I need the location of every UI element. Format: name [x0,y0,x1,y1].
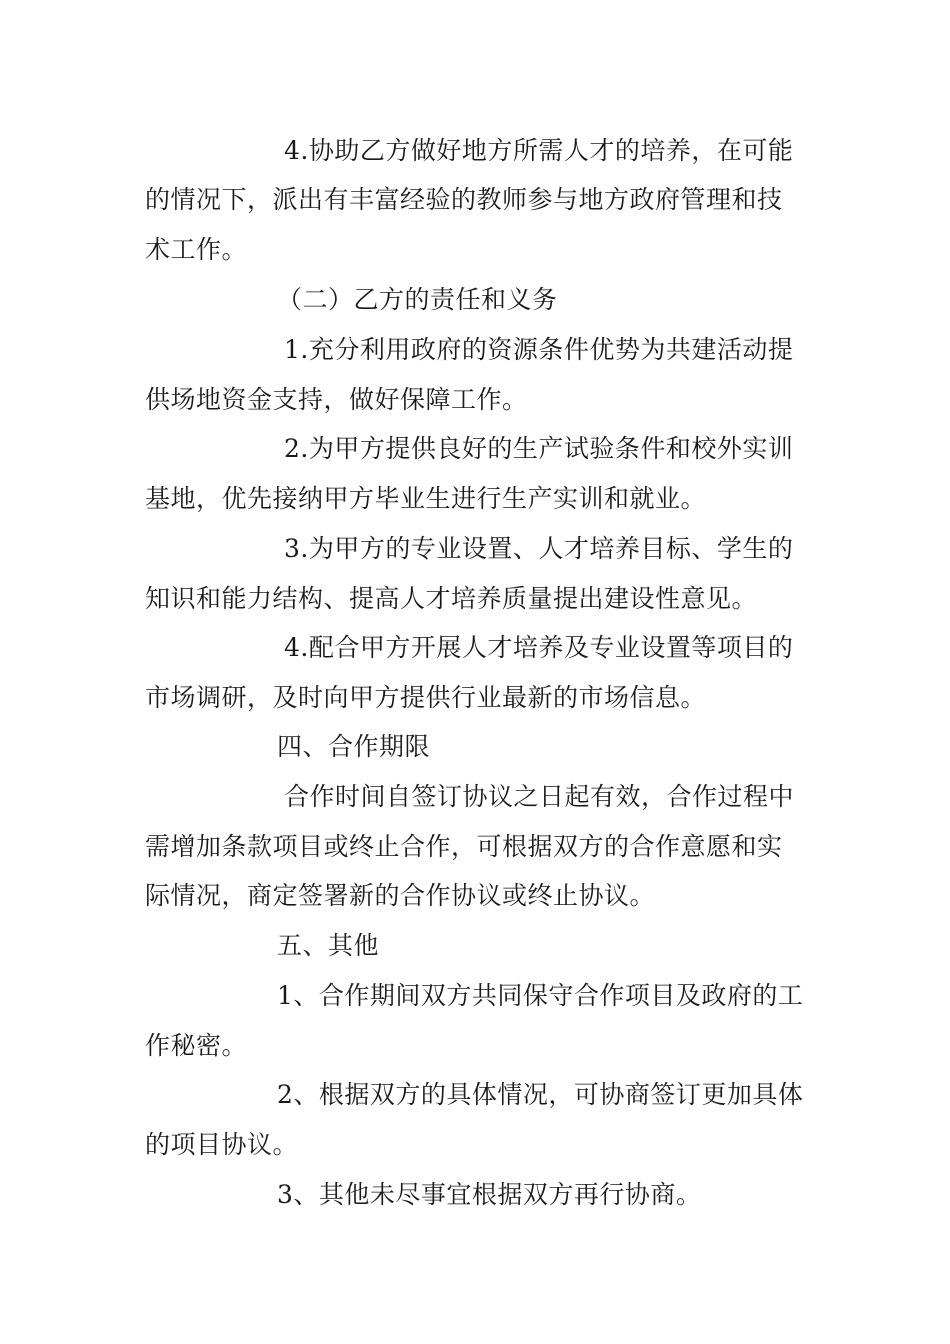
paragraph-line: 作秘密。 [145,1031,248,1060]
paragraph-line: 4.协助乙方做好地方所需人才的培养，在可能 [284,136,794,165]
paragraph-line: 际情况，商定签署新的合作协议或终止协议。 [145,881,656,910]
paragraph-line: 的情况下，派出有丰富经验的教师参与地方政府管理和技 [145,185,783,214]
paragraph-line: 2.为甲方提供良好的生产试验条件和校外实训 [284,434,794,463]
paragraph-line: 术工作。 [145,235,248,264]
paragraph-line: 需增加条款项目或终止合作，可根据双方的合作意愿和实 [145,832,783,861]
paragraph-line: 供场地资金支持，做好保障工作。 [145,385,528,414]
paragraph-line: 1、合作期间双方共同保守合作项目及政府的工 [277,981,804,1010]
paragraph-line: 基地，优先接纳甲方毕业生进行生产实训和就业。 [145,484,707,513]
paragraph-line: 4.配合甲方开展人才培养及专业设置等项目的 [284,633,794,662]
paragraph-line: 3、其他未尽事宜根据双方再行协商。 [277,1180,702,1209]
paragraph-line: 合作时间自签订协议之日起有效，合作过程中 [284,782,795,811]
paragraph-line: 知识和能力结构、提高人才培养质量提出建设性意见。 [145,584,758,613]
section-heading: 四、合作期限 [277,732,431,761]
section-heading: （二）乙方的责任和义务 [277,285,558,314]
paragraph-line: 1.充分利用政府的资源条件优势为共建活动提 [284,335,794,364]
paragraph-line: 的项目协议。 [145,1130,299,1159]
paragraph-line: 3.为甲方的专业设置、人才培养目标、学生的 [284,534,794,563]
paragraph-line: 市场调研，及时向甲方提供行业最新的市场信息。 [145,683,707,712]
section-heading: 五、其他 [277,931,380,960]
paragraph-line: 2、根据双方的具体情况，可协商签订更加具体 [277,1080,804,1109]
